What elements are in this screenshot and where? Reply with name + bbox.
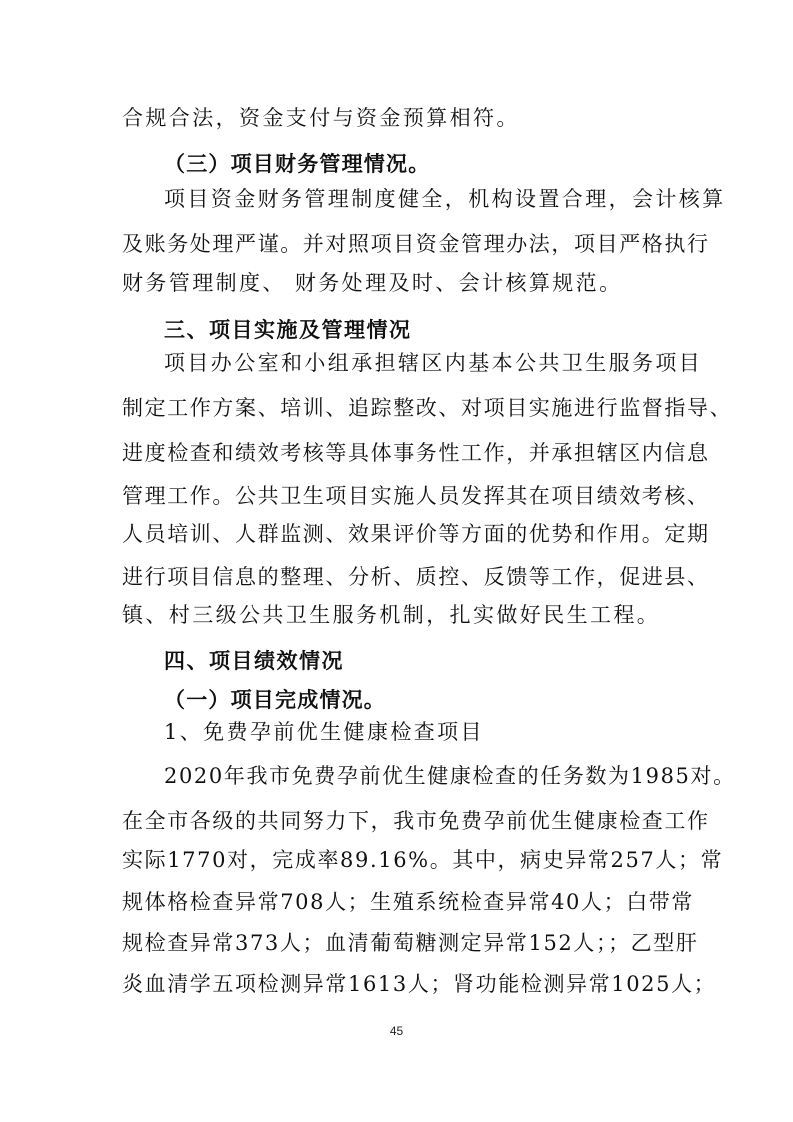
section-heading: 四、项目绩效情况: [164, 649, 344, 673]
body-text-line: 炎血清学五项检测异常1613人；肾功能检测异常1025人；: [122, 972, 717, 996]
body-text-line: 及账务处理严谨。并对照项目资金管理办法，项目严格执行: [122, 232, 710, 256]
body-text-line: 项目资金财务管理制度健全，机构设置合理，会计核算: [164, 187, 726, 211]
body-text-line: 2020年我市免费孕前优生健康检查的任务数为1985对。: [164, 764, 736, 788]
body-text-line: 制定工作方案、培训、追踪整改、对项目实施进行监督指导、: [122, 396, 733, 420]
body-text-line: 镇、村三级公共卫生服务机制，扎实做好民生工程。: [122, 603, 661, 627]
body-text-line: 进行项目信息的整理、分析、质控、反馈等工作，促进县、: [122, 565, 710, 589]
body-text-line: 规体格检查异常708人；生殖系统检查异常40人；白带常: [122, 890, 695, 914]
body-text-line: 在全市各级的共同努力下，我市免费孕前优生健康检查工作: [122, 809, 710, 833]
body-text-line: 人员培训、人群监测、效果评价等方面的优势和作用。定期: [122, 522, 710, 546]
body-text-line: 合规合法，资金支付与资金预算相符。: [122, 106, 520, 130]
body-text-line: 进度检查和绩效考核等具体事务性工作，并承担辖区内信息: [122, 441, 710, 465]
subheading: （三）项目财务管理情况。: [164, 152, 431, 176]
body-text-line: 管理工作。公共卫生项目实施人员发挥其在项目绩效考核、: [122, 484, 710, 508]
item-heading: 1、免费孕前优生健康检查项目: [164, 720, 484, 744]
subheading: （一）项目完成情况。: [164, 688, 386, 712]
section-heading: 三、项目实施及管理情况: [164, 318, 412, 342]
body-text-line: 项目办公室和小组承担辖区内基本公共卫生服务项目: [164, 351, 703, 375]
body-text-line: 规检查异常373人；血清葡萄糖测定异常152人；；乙型肝: [122, 931, 699, 955]
body-text-line: 财务管理制度、 财务处理及时、会计核算规范。: [122, 271, 623, 295]
page-number: 45: [389, 1024, 404, 1038]
body-text-line: 实际1770对，完成率89.16%。其中，病史异常257人；常: [122, 848, 724, 872]
